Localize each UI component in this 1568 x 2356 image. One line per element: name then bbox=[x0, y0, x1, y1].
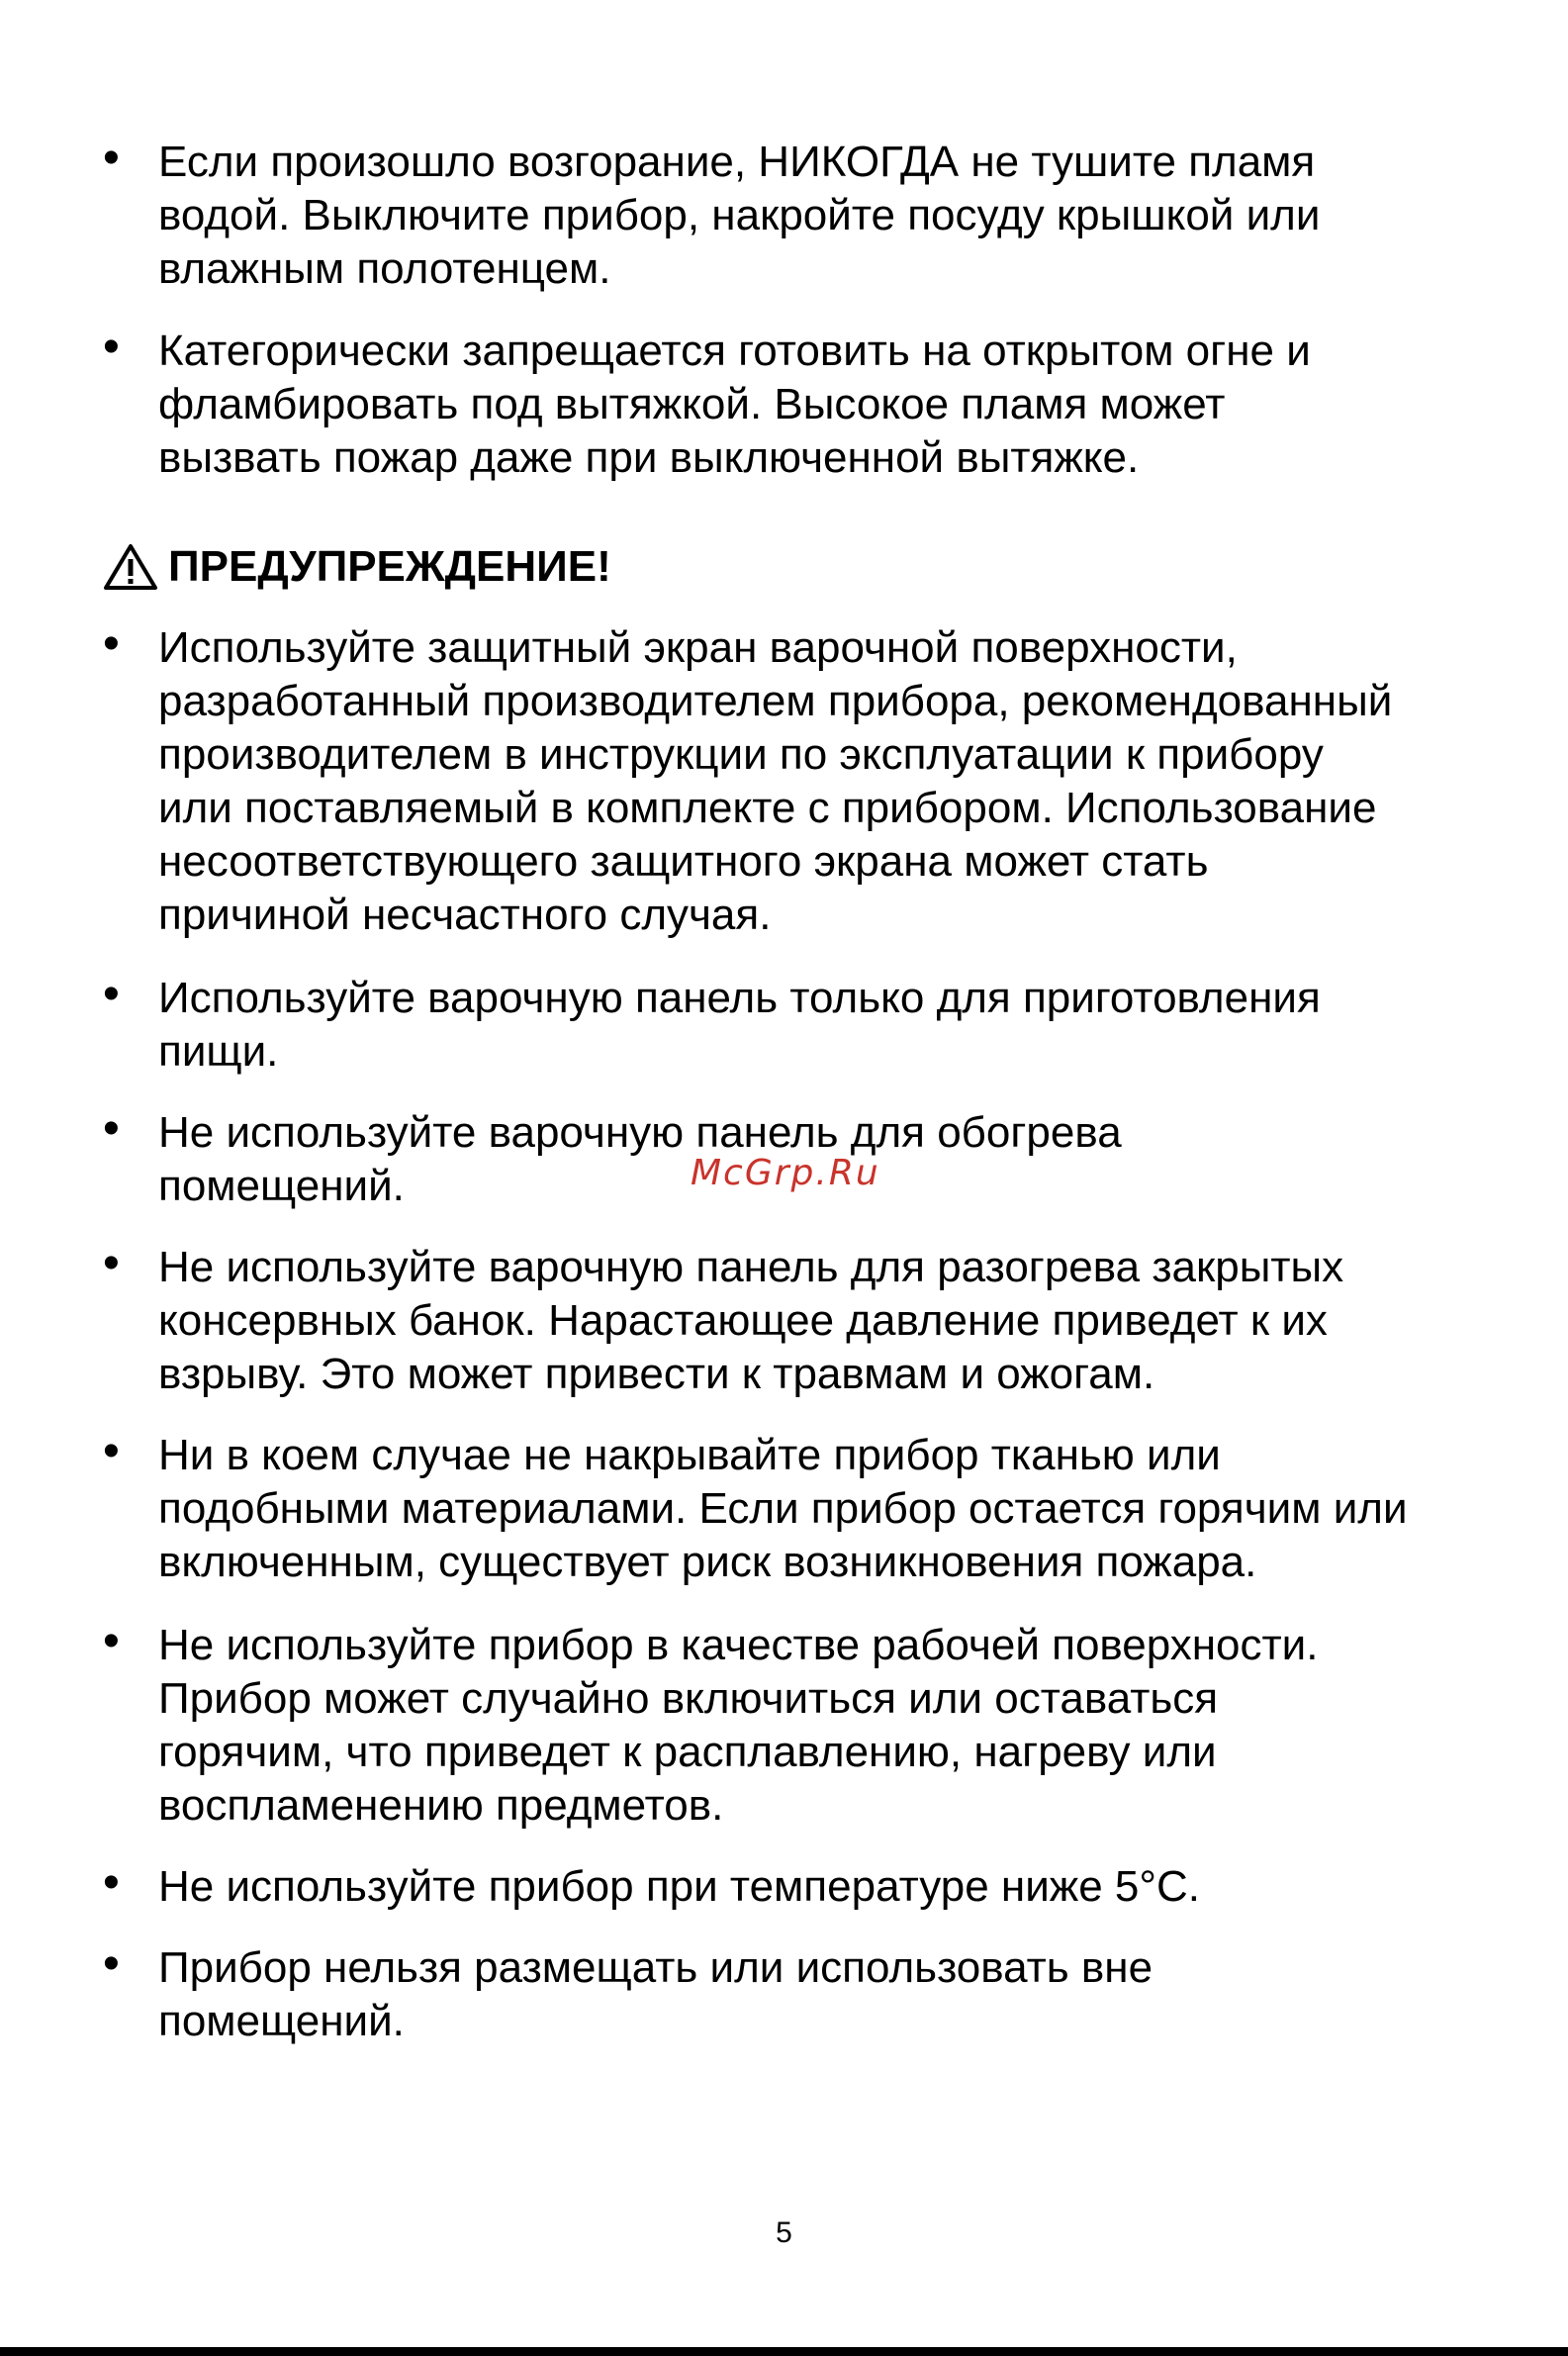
bullet-6: • bbox=[103, 1425, 120, 1477]
warning-item-3 bbox=[158, 1241, 1484, 1401]
item-line: Не используйте варочную панель для обогрева bbox=[158, 1108, 1122, 1157]
bullet-5: • bbox=[103, 1237, 120, 1289]
item-line: помещений. bbox=[158, 1162, 405, 1210]
warning-heading bbox=[103, 540, 611, 594]
item-line: Не используйте прибор при температуре ниже 5°C. bbox=[158, 1862, 1200, 1911]
bottom-rule bbox=[0, 2347, 1568, 2356]
item-line: горячим, что приведет к расплавлению, нагреву или bbox=[158, 1728, 1217, 1776]
item-line: воспламенению предметов. bbox=[158, 1781, 724, 1830]
item-line: консервных банок. Нарастающее давление приведет к их bbox=[158, 1296, 1328, 1345]
bullet-9: • bbox=[103, 1937, 120, 1990]
warning-item-6 bbox=[158, 1860, 1484, 1914]
warning-item-5 bbox=[158, 1619, 1484, 1833]
item-line: Категорически запрещается готовить на открытом огне и bbox=[158, 327, 1311, 375]
item-line: вызвать пожар даже при выключенной вытяжке. bbox=[158, 433, 1140, 482]
item-line: Используйте варочную панель только для приготовления bbox=[158, 974, 1321, 1022]
item-line: водой. Выключите прибор, накройте посуду крышкой или bbox=[158, 191, 1321, 239]
bullet-0: • bbox=[103, 132, 120, 184]
safety-item-0 bbox=[158, 136, 1484, 296]
item-line: причиной несчастного случая. bbox=[158, 891, 772, 939]
item-line: Прибор может случайно включиться или оставаться bbox=[158, 1674, 1219, 1723]
bullet-3: • bbox=[103, 968, 120, 1020]
item-line: производителем в инструкции по эксплуатации к прибору bbox=[158, 730, 1324, 779]
item-line: Не используйте варочную панель для разогрева закрытых bbox=[158, 1243, 1344, 1291]
bullet-2: • bbox=[103, 617, 120, 670]
page-number: 5 bbox=[776, 2216, 792, 2249]
warning-title: ПРЕДУПРЕЖДЕНИЕ! bbox=[168, 542, 611, 591]
item-line: влажным полотенцем. bbox=[158, 244, 611, 293]
warning-item-0 bbox=[158, 621, 1484, 942]
warning-item-7 bbox=[158, 1941, 1484, 2048]
item-line: разработанный производителем прибора, рекомендованный bbox=[158, 677, 1393, 725]
bullet-7: • bbox=[103, 1615, 120, 1667]
bullet-8: • bbox=[103, 1856, 120, 1909]
item-line: Прибор нельзя размещать или использовать вне bbox=[158, 1943, 1153, 1992]
item-line: включенным, существует риск возникновения пожара. bbox=[158, 1538, 1257, 1586]
warning-item-1 bbox=[158, 972, 1484, 1079]
warning-triangle-icon bbox=[103, 542, 158, 592]
item-line: Не используйте прибор в качестве рабочей поверхности. bbox=[158, 1621, 1319, 1669]
item-line: или поставляемый в комплекте с прибором. Использование bbox=[158, 784, 1377, 832]
item-line: Если произошло возгорание, НИКОГДА не тушите пламя bbox=[158, 138, 1316, 186]
item-line: фламбировать под вытяжкой. Высокое пламя может bbox=[158, 380, 1226, 428]
item-line: подобными материалами. Если прибор остается горячим или bbox=[158, 1484, 1408, 1533]
safety-item-1 bbox=[158, 325, 1484, 485]
item-line: помещений. bbox=[158, 1997, 405, 2045]
bullet-4: • bbox=[103, 1102, 120, 1155]
warning-item-4 bbox=[158, 1429, 1484, 1589]
item-line: взрыву. Это может привести к травмам и ожогам. bbox=[158, 1350, 1155, 1398]
watermark: McGrp.Ru bbox=[691, 1153, 880, 1193]
item-line: несоответствующего защитного экрана может стать bbox=[158, 837, 1209, 886]
item-line: Ни в коем случае не накрывайте прибор тканью или bbox=[158, 1431, 1221, 1479]
item-line: пищи. bbox=[158, 1027, 279, 1076]
bullet-1: • bbox=[103, 321, 120, 373]
item-line: Используйте защитный экран варочной поверхности, bbox=[158, 623, 1238, 672]
